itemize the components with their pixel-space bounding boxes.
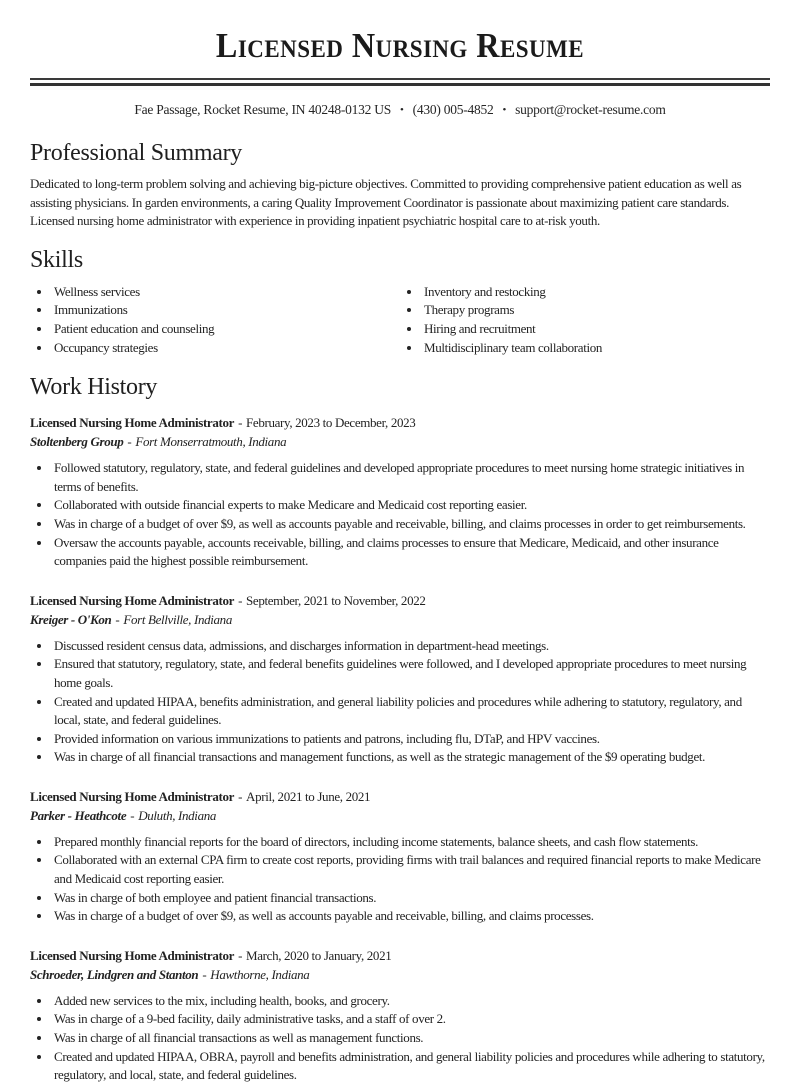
job-bullet: • Was in charge of both employee and patient financial transactions. bbox=[52, 889, 770, 908]
job-bullet: • Oversaw the accounts payable, accounts receivable, billing, and claims processes to ensure that Medicare, Medicaid, and other insurance companies paid the highest possible reimbursement. bbox=[52, 534, 770, 571]
job-location: Duluth, Indiana bbox=[138, 807, 217, 823]
job-title: Licensed Nursing Home Administrator bbox=[30, 947, 235, 963]
dash-separator: - bbox=[238, 788, 243, 804]
skills-section bbox=[30, 246, 770, 357]
contact-separator: • bbox=[400, 104, 404, 116]
skill-item: • Wellness services bbox=[52, 283, 400, 302]
dash-separator: - bbox=[238, 947, 243, 963]
job-bullet: • Followed statutory, regulatory, state, and federal guidelines and developed appropriate procedures to meet nursing home strategic initiatives in terms of benefits. bbox=[52, 459, 770, 496]
job-dates: March, 2020 to January, 2021 bbox=[246, 947, 392, 963]
job-title-line bbox=[30, 787, 770, 806]
skills-list-right bbox=[400, 283, 770, 357]
job-title-line bbox=[30, 946, 770, 965]
dash-separator: - bbox=[115, 611, 120, 627]
job-bullet-list bbox=[30, 459, 770, 571]
skills-heading: Skills bbox=[30, 246, 83, 273]
job-entry bbox=[30, 591, 770, 767]
dash-separator: - bbox=[238, 592, 243, 608]
job-bullet: • Prepared monthly financial reports for the board of directors, including income statements, balance sheets, and cash flow statements. bbox=[52, 833, 770, 852]
company-name: Parker - Heathcote bbox=[30, 807, 127, 823]
job-bullet-list bbox=[30, 637, 770, 767]
contact-email: support@rocket-resume.com bbox=[515, 102, 666, 117]
contact-separator: • bbox=[502, 104, 507, 116]
job-bullet: • Was in charge of all financial transactions as well as management functions. bbox=[52, 1029, 770, 1048]
job-company-line bbox=[30, 965, 770, 984]
job-company-line bbox=[30, 610, 770, 629]
dash-separator: - bbox=[238, 415, 243, 431]
job-entry bbox=[30, 787, 770, 926]
job-title-line bbox=[30, 591, 770, 610]
job-bullet: • Added new services to the mix, including health, books, and grocery. bbox=[52, 992, 770, 1011]
job-bullet: • Was in charge of a budget of over $9, as well as accounts payable and receivable, billing, and claims processes. bbox=[52, 907, 770, 926]
job-title: Licensed Nursing Home Administrator bbox=[30, 788, 235, 804]
skill-item: • Occupancy strategies bbox=[52, 339, 400, 358]
summary-text: Dedicated to long-term problem solving and achieving big-picture objectives. Committed to providing comprehensive patient education as well as assisting physicians. In garden environments, a caring Quality Improvement Coordinator is passionate about maximizing patient care standards. Licensed nursing home administrator with experience in providing inpatient psychiatric hospital care to at-risk youth. bbox=[30, 176, 742, 229]
job-bullet: • Collaborated with an external CPA firm to create cost reports, providing firms with trail balances and required financial reports to make Medicare and Medicaid cost reporting easier. bbox=[52, 851, 770, 888]
job-bullet: • Ensured that statutory, regulatory, state, and federal benefits guidelines were followed, and I developed appropriate procedures to meet nursing home goals. bbox=[52, 655, 770, 692]
job-bullet: • Discussed resident census data, admissions, and discharges information in department-head meetings. bbox=[52, 637, 770, 656]
company-name: Stoltenberg Group bbox=[30, 434, 124, 450]
job-title-line bbox=[30, 413, 770, 432]
job-title: Licensed Nursing Home Administrator bbox=[30, 592, 235, 608]
job-company-line bbox=[30, 432, 770, 451]
job-location: Fort Monserratmouth, Indiana bbox=[135, 434, 287, 450]
job-bullet: • Provided information on various immunizations to patients and patrons, including flu, DTaP, and HPV vaccines. bbox=[52, 730, 770, 749]
job-bullet: • Created and updated HIPAA, OBRA, payroll and benefits administration, and general liability policies and procedures while adhering to statutory, regulatory, and local, state, and federal guidelines. bbox=[52, 1048, 770, 1085]
skill-item: • Immunizations bbox=[52, 301, 400, 320]
job-dates: September, 2021 to November, 2022 bbox=[246, 592, 426, 608]
skills-columns bbox=[30, 283, 770, 357]
document-title: Licensed Nursing Resume bbox=[215, 26, 585, 65]
header-divider bbox=[30, 78, 770, 86]
contact-address: Fae Passage, Rocket Resume, IN 40248-0132 US bbox=[134, 102, 392, 117]
company-name: Kreiger - O'Kon bbox=[30, 611, 112, 627]
skill-item: • Therapy programs bbox=[422, 301, 770, 320]
job-bullet: • Was in charge of a 9-bed facility, daily administrative tasks, and a staff of over 2. bbox=[52, 1010, 770, 1029]
job-dates: February, 2023 to December, 2023 bbox=[246, 415, 416, 431]
summary-heading: Professional Summary bbox=[30, 140, 242, 166]
professional-summary-section bbox=[30, 139, 770, 231]
skill-item: • Patient education and counseling bbox=[52, 320, 400, 339]
dash-separator: - bbox=[202, 966, 207, 982]
job-title: Licensed Nursing Home Administrator bbox=[30, 415, 235, 431]
job-dates: April, 2021 to June, 2021 bbox=[246, 788, 371, 804]
work-history-heading: Work History bbox=[30, 374, 158, 401]
job-location: Hawthorne, Indiana bbox=[210, 966, 310, 982]
skill-item: • Multidisciplinary team collaboration bbox=[422, 339, 770, 358]
job-bullet: • Collaborated with outside financial experts to make Medicare and Medicaid cost reporting easier. bbox=[52, 496, 770, 515]
company-name: Schroeder, Lindgren and Stanton bbox=[30, 966, 199, 982]
job-entry bbox=[30, 413, 770, 571]
contact-phone: (430) 005-4852 bbox=[412, 102, 494, 117]
skill-item: • Hiring and recruitment bbox=[422, 320, 770, 339]
skill-item: • Inventory and restocking bbox=[422, 283, 770, 302]
job-bullet: • Was in charge of all financial transactions and management functions, as well as the strategic management of the $9 operating budget. bbox=[52, 748, 770, 767]
skills-list-left bbox=[30, 283, 400, 357]
job-location: Fort Bellville, Indiana bbox=[123, 611, 232, 627]
dash-separator: - bbox=[127, 434, 132, 450]
job-entry bbox=[30, 946, 770, 1085]
job-company-line bbox=[30, 806, 770, 825]
dash-separator: - bbox=[130, 807, 135, 823]
job-bullet: • Created and updated HIPAA, benefits administration, and general liability policies and procedures while adhering to statutory, regulatory, and local, state, and federal guidelines. bbox=[52, 693, 770, 730]
job-bullet: • Was in charge of a budget of over $9, as well as accounts payable and receivable, billing, and claims processes in order to get reimbursements. bbox=[52, 515, 770, 534]
work-history-section bbox=[30, 373, 770, 1085]
job-bullet-list bbox=[30, 833, 770, 926]
job-bullet-list bbox=[30, 992, 770, 1085]
contact-line bbox=[30, 101, 770, 119]
